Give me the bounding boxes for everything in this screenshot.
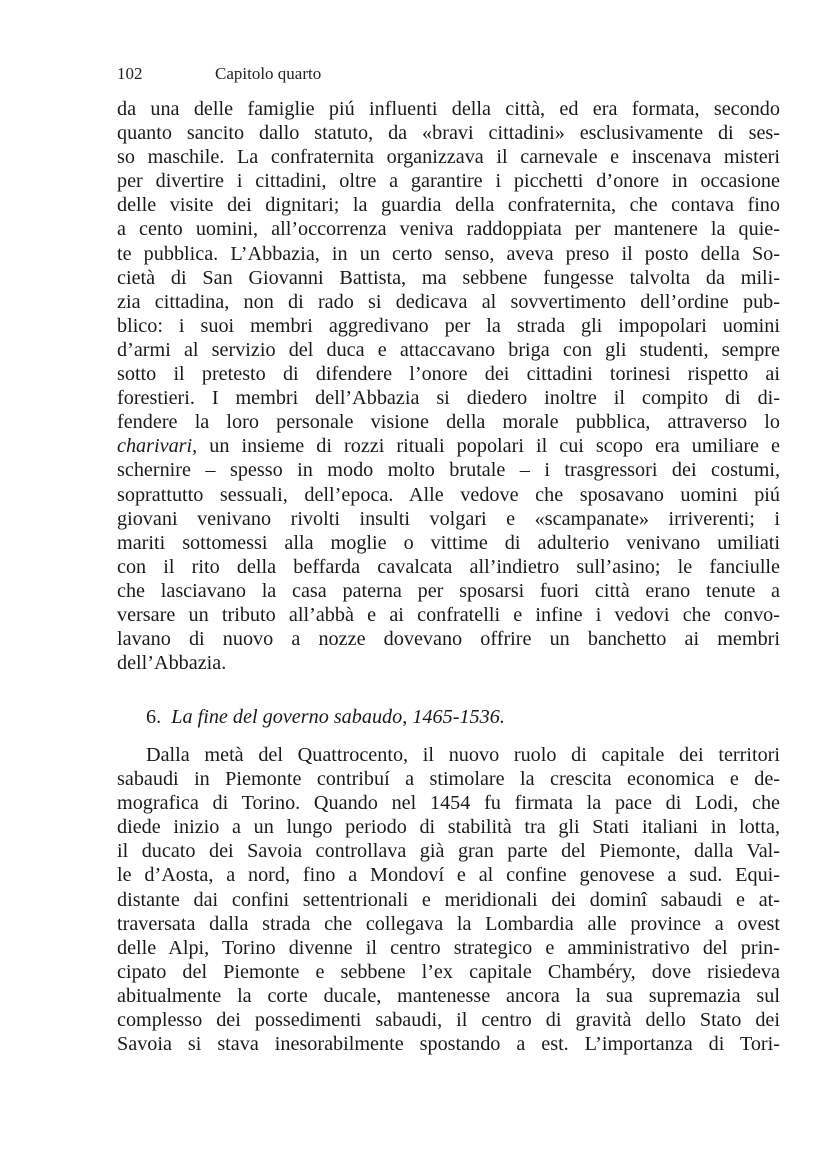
text-line: so maschile. La confraternita organizzava il carnevale e inscenava misteri: [117, 146, 780, 169]
text-line: fendere la loro personale visione della morale pubblica, attraverso lo: [117, 411, 780, 434]
text-line: mariti sottomessi alla moglie o vittime di adulterio venivano umiliati: [117, 531, 780, 554]
text-line: il ducato dei Savoia controllava già gran parte del Piemonte, dalla Val-: [117, 840, 780, 863]
text-line: delle Alpi, Torino divenne il centro strategico e amministrativo del prin-: [117, 936, 780, 959]
text-line: schernire – spesso in modo molto brutale – i trasgressori dei costumi,: [117, 459, 780, 482]
page-number: 102: [117, 64, 143, 83]
text-line: diede inizio a un lungo periodo di stabilità tra gli Stati italiani in lotta,: [117, 816, 780, 839]
text-line: sotto il pretesto di difendere l’onore dei cittadini torinesi rispetto ai: [117, 363, 780, 386]
text-line: cietà di San Giovanni Battista, ma sebbene fungesse talvolta da mili-: [117, 266, 780, 289]
section-number: 6.: [146, 706, 162, 728]
italic-term: charivari,: [117, 435, 198, 458]
paragraph-2: [117, 743, 780, 1056]
running-header: [117, 64, 321, 84]
section-title: La fine del governo sabaudo, 1465-1536.: [171, 706, 505, 728]
text-line: dell’Abbazia.: [117, 652, 227, 675]
text-line: lavano di nuovo a nozze dovevano offrire un banchetto ai membri: [117, 628, 780, 651]
text-line: da una delle famiglie piú influenti della città, ed era formata, secondo: [117, 98, 780, 120]
text-line: che lasciavano la casa paterna per sposarsi fuori città erano tenute a: [117, 579, 780, 602]
paragraph-1: [117, 97, 780, 675]
text-line: te pubblica. L’Abbazia, in un certo senso, aveva preso il posto della So-: [117, 242, 780, 265]
text-line: soprattutto sessuali, dell’epoca. Alle vedove che sposavano uomini piú: [117, 483, 780, 506]
text-line: le d’Aosta, a nord, fino a Mondoví e al confine genovese a sud. Equi-: [117, 864, 780, 887]
text-line: per divertire i cittadini, oltre a garantire i picchetti d’onore in occasione: [117, 170, 780, 193]
text-line: sabaudi in Piemonte contribuí a stimolare la crescita economica e de-: [117, 768, 780, 791]
text-line: con il rito della beffarda cavalcata all’indietro sull’asino; le fanciulle: [117, 555, 780, 578]
text-line: complesso dei possedimenti sabaudi, il centro di gravità dello Stato dei: [117, 1009, 780, 1032]
text-line: blico: i suoi membri aggredivano per la strada gli impopolari uomini: [117, 314, 780, 337]
text-line: forestieri. I membri dell’Abbazia si diedero inoltre il compito di di-: [117, 387, 780, 410]
text-line: delle visite dei dignitari; la guardia della confraternita, che contava fino: [117, 194, 780, 217]
text-line: d’armi al servizio del duca e attaccavano briga con gli studenti, sempre: [117, 338, 780, 361]
text-line-with-italic: [117, 434, 780, 458]
text-line: a cento uomini, all’occorrenza veniva raddoppiata per mantenere la quie-: [117, 218, 780, 241]
text-line: Savoia si stava inesorabilmente spostando a est. L’importanza di Tori-: [117, 1033, 780, 1056]
text-line: cipato del Piemonte e sebbene l’ex capitale Chambéry, dove risiedeva: [117, 960, 780, 983]
text-fragment: un insieme di rozzi rituali popolari il cui scopo era umiliare e: [209, 435, 781, 458]
text-line: quanto sancito dallo statuto, da «bravi cittadini» esclusivamente di ses-: [117, 122, 780, 145]
text-line: traversata dalla strada che collegava la Lombardia alle province a ovest: [117, 912, 780, 935]
running-title: Capitolo quarto: [215, 64, 322, 83]
text-line: abitualmente la corte ducale, mantenesse ancora la sua supremazia sul: [117, 984, 780, 1007]
text-line: giovani venivano rivolti insulti volgari e «scampanate» irriverenti; i: [117, 507, 780, 530]
text-line: versare un tributo all’abbà e ai confratelli e infine i vedovi che convo-: [117, 603, 780, 626]
text-line: zia cittadina, non di rado si dedicava al sovvertimento dell’ordine pub-: [117, 290, 780, 313]
section-heading: [146, 705, 505, 729]
text-line: distante dai confini settentrionali e meridionali dei dominî sabaudi e at-: [117, 888, 780, 911]
text-line: Dalla metà del Quattrocento, il nuovo ruolo di capitale dei territori: [146, 744, 780, 766]
text-line: mografica di Torino. Quando nel 1454 fu firmata la pace di Lodi, che: [117, 792, 780, 815]
